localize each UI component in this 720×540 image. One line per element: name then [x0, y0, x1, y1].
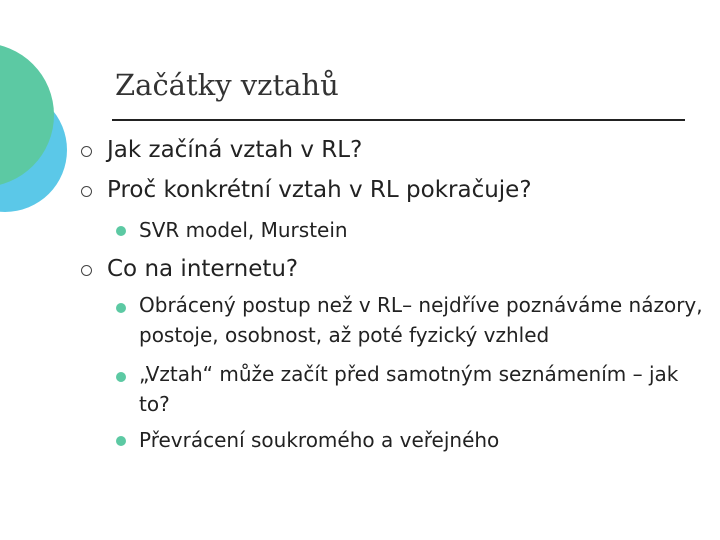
- dot-bullet-icon: [116, 436, 126, 446]
- bullet-item: Proč konkrétní vztah v RL pokračuje?: [107, 177, 532, 203]
- bullet-item: Co na internetu?: [107, 256, 299, 282]
- title-underline: [112, 119, 685, 121]
- decorative-circles: [0, 0, 110, 300]
- dot-bullet-icon: [116, 372, 126, 382]
- dot-bullet-icon: [116, 226, 126, 236]
- ring-bullet-icon: [81, 186, 92, 197]
- ring-bullet-icon: [81, 146, 92, 157]
- ring-bullet-icon: [81, 265, 92, 276]
- sub-bullet-item: SVR model, Murstein: [139, 218, 348, 242]
- sub-bullet-item: Obrácený postup než v RL– nejdříve poznáváme názory, postoje, osobnost, až poté fyzický vzhled: [139, 293, 703, 347]
- bullet-item: Jak začíná vztah v RL?: [107, 137, 363, 163]
- slide-title: Začátky vztahů: [115, 68, 339, 102]
- dot-bullet-icon: [116, 303, 126, 313]
- sub-bullet-item: Převrácení soukromého a veřejného: [139, 428, 500, 452]
- sub-bullet-item: „Vztah“ může začít před samotným seznámením – jak to?: [139, 362, 679, 416]
